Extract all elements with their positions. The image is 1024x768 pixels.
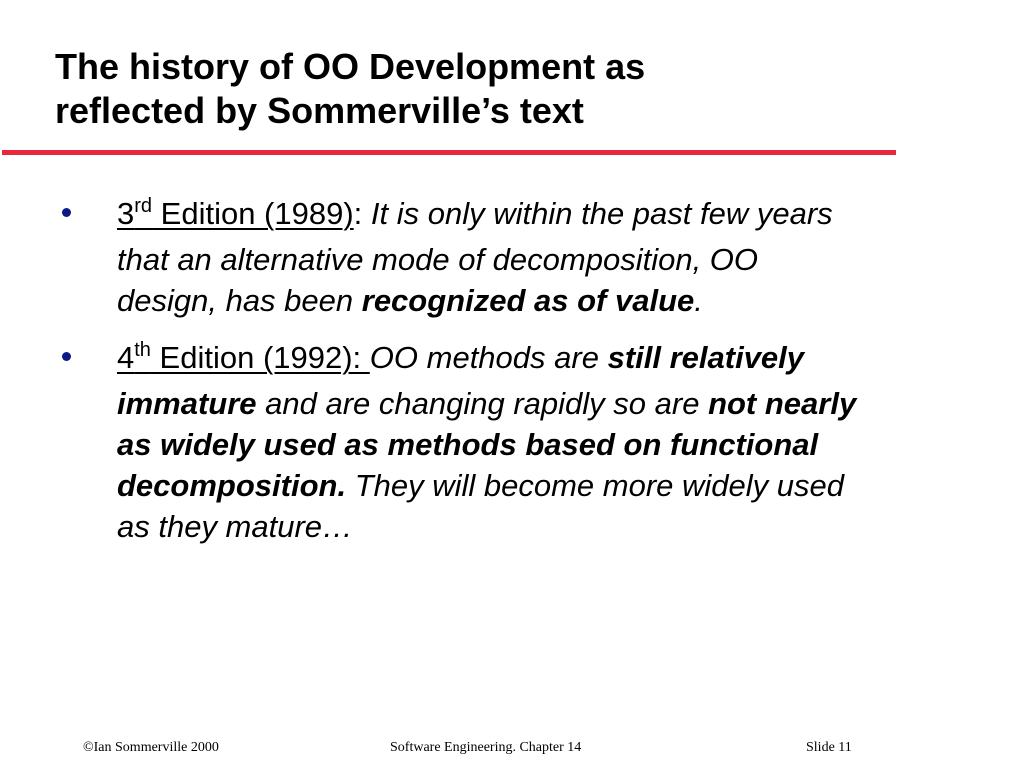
title-divider (2, 150, 896, 155)
quote-end: . (694, 283, 703, 318)
edition-number: 3 (117, 196, 135, 231)
bullet-dot-icon (62, 208, 71, 217)
slide-title-line-2: reflected by Sommerville’s text (55, 90, 584, 131)
footer-copyright: ©Ian Sommerville 2000 (83, 740, 219, 755)
quote-emphasis: still relatively immature (117, 340, 805, 421)
edition-text: Edition (1992): (150, 340, 370, 375)
quote-text: OO methods are (369, 340, 608, 375)
edition-separator: : (353, 196, 371, 231)
quote-end: They will become more widely used as they mature… (117, 468, 845, 544)
bullet-dot-icon (62, 352, 71, 361)
quote-emphasis-2: not nearly as widely used as methods based on functional decomposition. (117, 386, 857, 503)
quote-emphasis: recognized as of value (361, 283, 695, 318)
slide-title-line-1: The history of OO Development as (55, 46, 646, 87)
quote-text-2: and are changing rapidly so are (256, 386, 709, 421)
edition-label (117, 196, 354, 231)
edition-number: 4 (117, 340, 135, 375)
slide-title (55, 45, 895, 133)
bullet-item-4th-edition (62, 337, 862, 547)
footer-chapter: Software Engineering. Chapter 14 (390, 740, 582, 755)
bullet-list (62, 193, 862, 563)
edition-ordinal-suffix: th (134, 339, 151, 361)
edition-ordinal-suffix: rd (134, 195, 153, 217)
footer-slide-number: Slide 11 (806, 740, 852, 755)
edition-text: Edition (1989) (152, 196, 354, 231)
bullet-item-3rd-edition (62, 193, 862, 321)
edition-label (117, 340, 370, 375)
quote-text: It is only within the past few years that an alternative mode of decomposition, OO design, has been (117, 196, 833, 318)
